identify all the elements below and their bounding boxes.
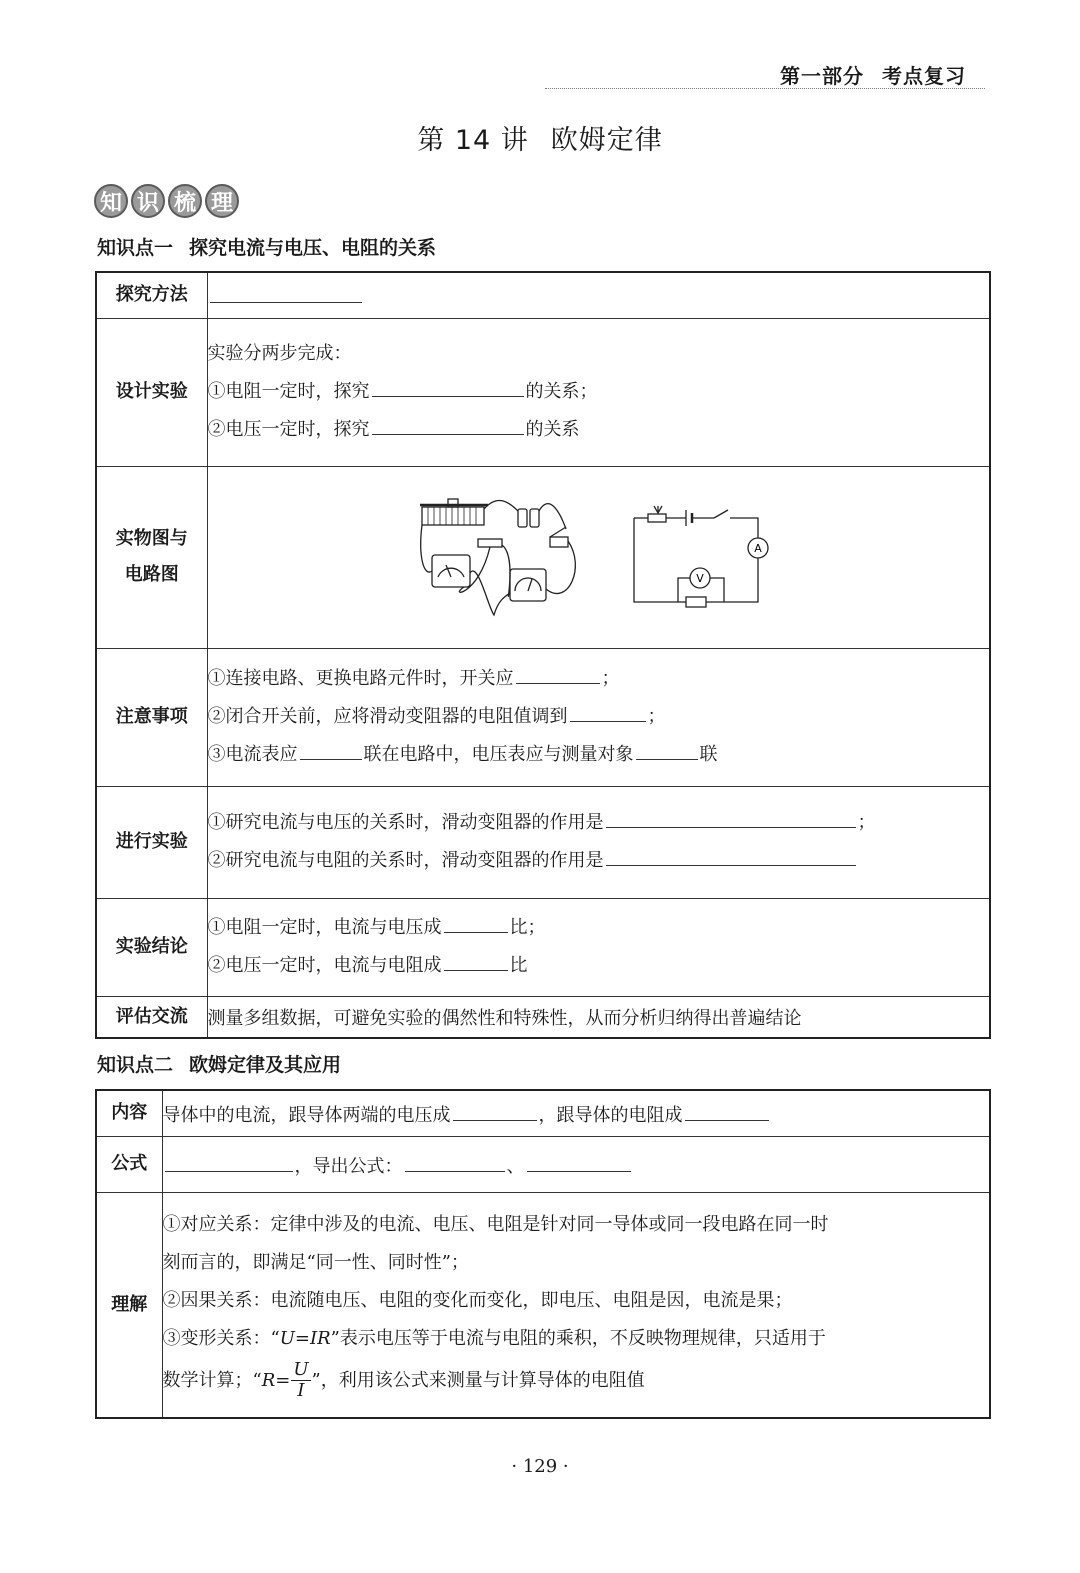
badge-char: 识 <box>131 184 165 218</box>
answer-blank[interactable] <box>444 950 508 971</box>
badge-char: 梳 <box>168 184 202 218</box>
answer-blank[interactable] <box>636 739 698 760</box>
answer-blank[interactable] <box>210 282 362 303</box>
row-design <box>96 318 990 466</box>
row-label: 评估交流 <box>96 996 207 1038</box>
fraction-u-over-i: $\frac{U}{I}$ <box>293 1359 309 1402</box>
answer-blank[interactable] <box>444 912 508 933</box>
kp2-title: 欧姆定律及其应用 <box>189 1054 342 1076</box>
row-content <box>96 1090 990 1136</box>
notes-item-3: ③电流表应 联在电路中，电压表应与测量对象 联 <box>208 736 990 774</box>
answer-blank[interactable] <box>372 414 524 435</box>
row-label: 理解 <box>96 1192 162 1418</box>
conclusion-item-2: ②电压一定时，电流与电阻成 比 <box>208 947 990 985</box>
voltmeter-label: V <box>696 572 705 585</box>
understanding-cell <box>162 1192 990 1418</box>
answer-blank[interactable] <box>453 1100 537 1121</box>
understanding-line-5: 数学计算；“R= $\frac{U}{I}$ ”，利用该公式来测量与计算导体的电阻值 <box>162 1359 645 1402</box>
row-understanding <box>96 1192 990 1418</box>
answer-blank[interactable] <box>685 1100 769 1121</box>
row-label: 进行实验 <box>96 786 207 898</box>
part-label: 第一部分 <box>780 64 864 88</box>
method-cell <box>207 272 990 318</box>
row-label: 内容 <box>96 1090 162 1136</box>
conclusion-cell <box>207 898 990 996</box>
kp1-title: 探究电流与电压、电阻的关系 <box>189 237 437 259</box>
formula-r-lhs: R= <box>261 1369 291 1391</box>
formula-uir: U=IR <box>279 1327 331 1349</box>
row-label: 注意事项 <box>96 648 207 786</box>
understanding-line-3: ②因果关系：电流随电压、电阻的变化而变化，即电压、电阻是因，电流是果； <box>162 1289 793 1311</box>
conduct-item-2: ②研究电流与电阻的关系时，滑动变阻器的作用是 <box>208 842 990 880</box>
notes-cell <box>207 648 990 786</box>
answer-blank[interactable] <box>570 701 646 722</box>
kp1-table <box>95 271 991 1039</box>
design-intro: 实验分两步完成： <box>207 343 352 364</box>
figure-cell <box>207 466 990 648</box>
notes-item-2: ②闭合开关前，应将滑动变阻器的电阻值调到 ； <box>208 698 990 736</box>
knowledge-review-badge <box>94 184 239 218</box>
kp2-table <box>95 1089 991 1419</box>
part-header <box>780 60 966 89</box>
ammeter-label: A <box>754 542 763 555</box>
row-method <box>96 272 990 318</box>
answer-blank[interactable] <box>527 1151 631 1172</box>
design-cell <box>207 318 990 466</box>
evaluate-cell: 测量多组数据，可避免实验的偶然性和特殊性，从而分析归纳得出普遍结论 <box>207 996 990 1038</box>
row-evaluate <box>96 996 990 1038</box>
badge-char: 理 <box>205 184 239 218</box>
kp1-heading <box>97 233 436 260</box>
answer-blank[interactable] <box>516 663 600 684</box>
kp2-heading <box>97 1050 341 1077</box>
row-label: 实验结论 <box>96 898 207 996</box>
notes-item-1: ①连接电路、更换电路元件时，开关应 ； <box>208 660 990 698</box>
conduct-item-1: ①研究电流与电压的关系时，滑动变阻器的作用是 ； <box>208 804 990 842</box>
row-label: 公式 <box>96 1136 162 1192</box>
row-notes <box>96 648 990 786</box>
content-cell: 导体中的电流，跟导体两端的电压成 ，跟导体的电阻成 <box>162 1090 990 1136</box>
understanding-line-4: ③变形关系：“U=IR”表示电压等于电流与电阻的乘积，不反映物理规律，只适用于 <box>162 1327 826 1349</box>
design-item-1: ①电阻一定时，探究 的关系； <box>208 373 990 411</box>
answer-blank[interactable] <box>606 807 856 828</box>
answer-blank[interactable] <box>372 376 524 397</box>
conduct-cell <box>207 786 990 898</box>
circuit-diagram <box>628 502 778 612</box>
physical-apparatus-image <box>418 497 588 617</box>
page-number: · 129 · <box>511 1456 569 1477</box>
row-formula <box>96 1136 990 1192</box>
lecture-number: 第 14 讲 <box>417 125 529 156</box>
answer-blank[interactable] <box>165 1151 293 1172</box>
lecture-title <box>0 118 1080 157</box>
row-conclusion <box>96 898 990 996</box>
section-label: 考点复习 <box>882 64 966 88</box>
formula-cell: ，导出公式： 、 <box>162 1136 990 1192</box>
understanding-line-1: ①对应关系：定律中涉及的电流、电压、电阻是针对同一导体或同一段电路在同一时 <box>162 1213 829 1235</box>
row-label: 探究方法 <box>96 272 207 318</box>
answer-blank[interactable] <box>300 739 362 760</box>
answer-blank[interactable] <box>405 1151 505 1172</box>
lecture-name: 欧姆定律 <box>550 125 663 156</box>
kp1-label: 知识点一 <box>97 237 174 259</box>
conclusion-item-1: ①电阻一定时，电流与电压成 比； <box>208 909 990 947</box>
row-label: 实物图与 电路图 <box>96 466 207 648</box>
badge-char: 知 <box>94 184 128 218</box>
kp2-label: 知识点二 <box>97 1054 174 1076</box>
answer-blank[interactable] <box>606 845 856 866</box>
header-divider <box>545 88 985 89</box>
understanding-line-2: 刻而言的，即满足“同一性、同时性”； <box>162 1251 469 1273</box>
row-conduct <box>96 786 990 898</box>
row-figure <box>96 466 990 648</box>
design-item-2: ②电压一定时，探究 的关系 <box>208 411 990 449</box>
row-label: 设计实验 <box>96 318 207 466</box>
